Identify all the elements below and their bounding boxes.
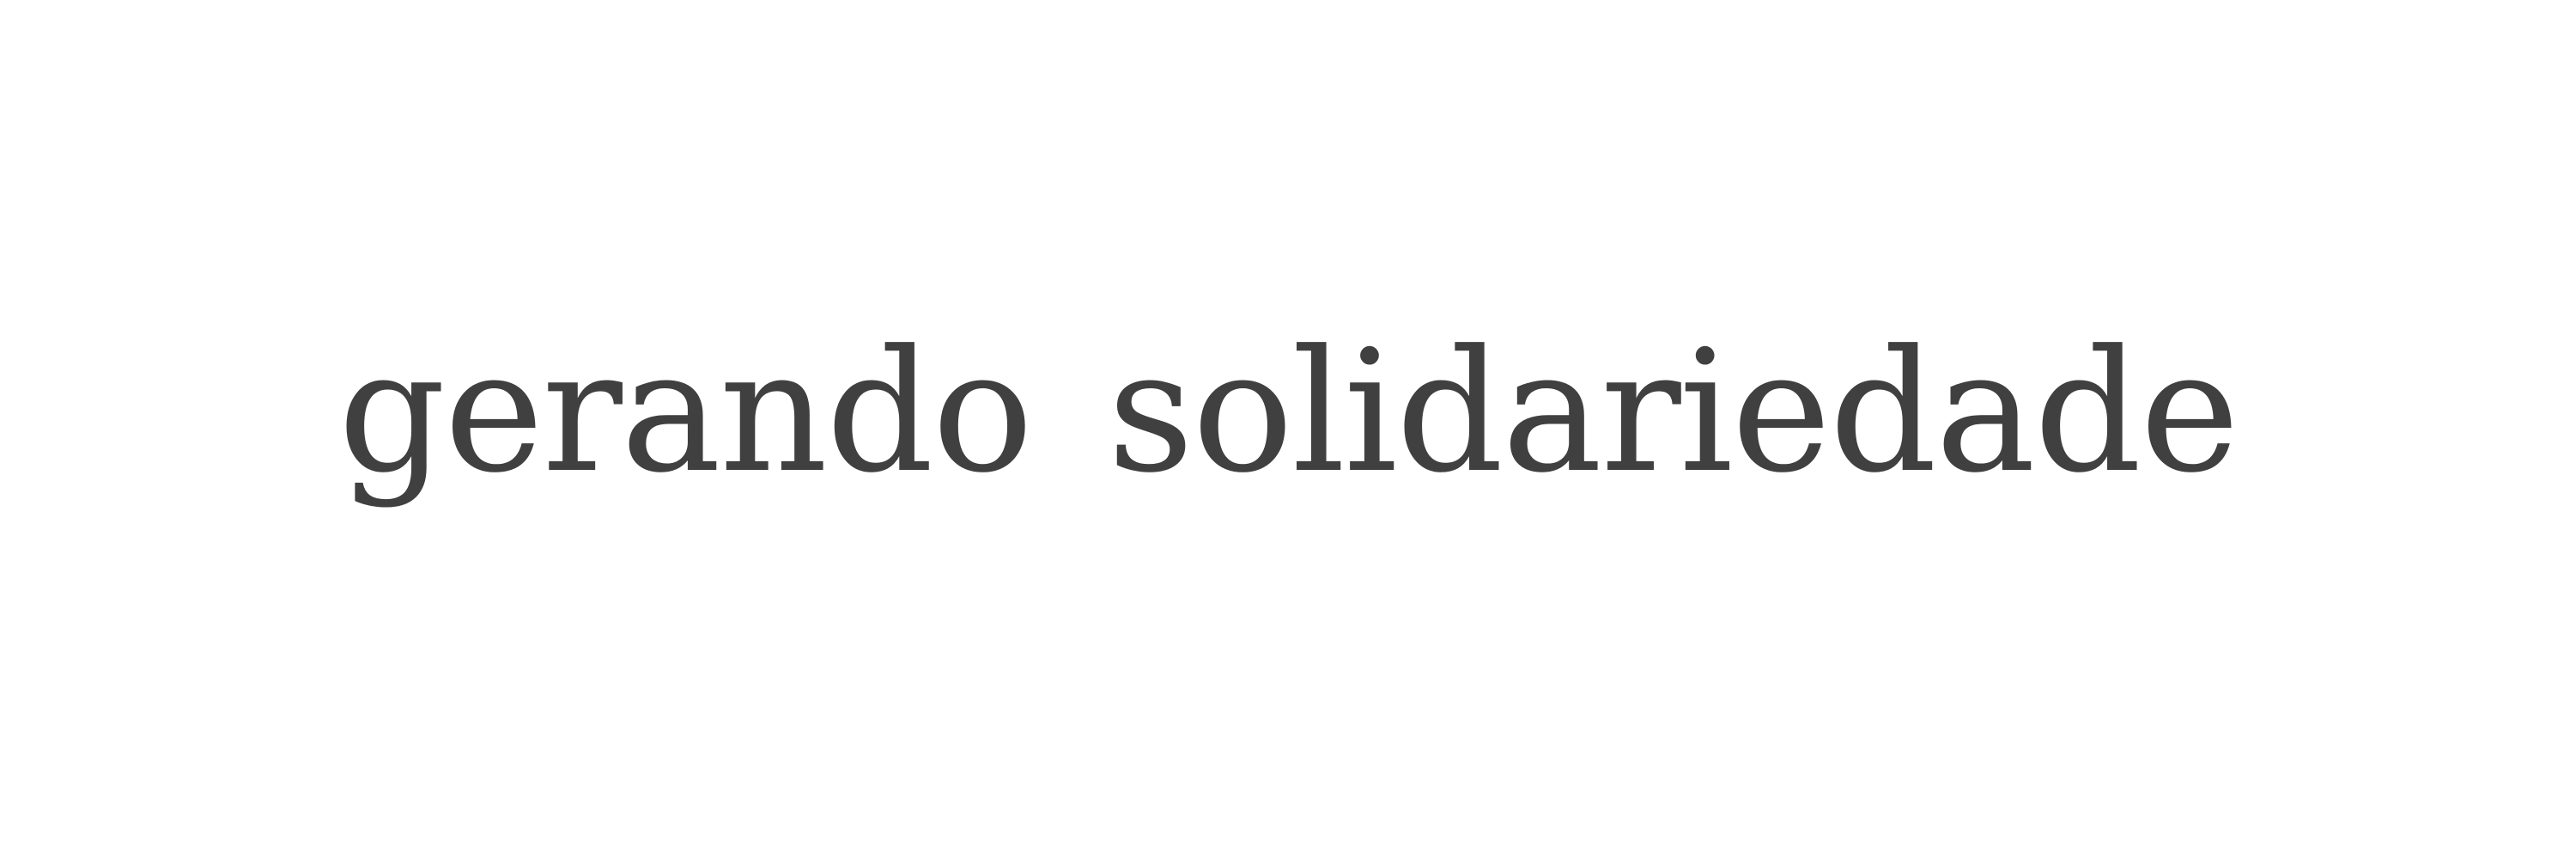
logo-wordmark: gerando solidariedade	[337, 314, 2239, 510]
